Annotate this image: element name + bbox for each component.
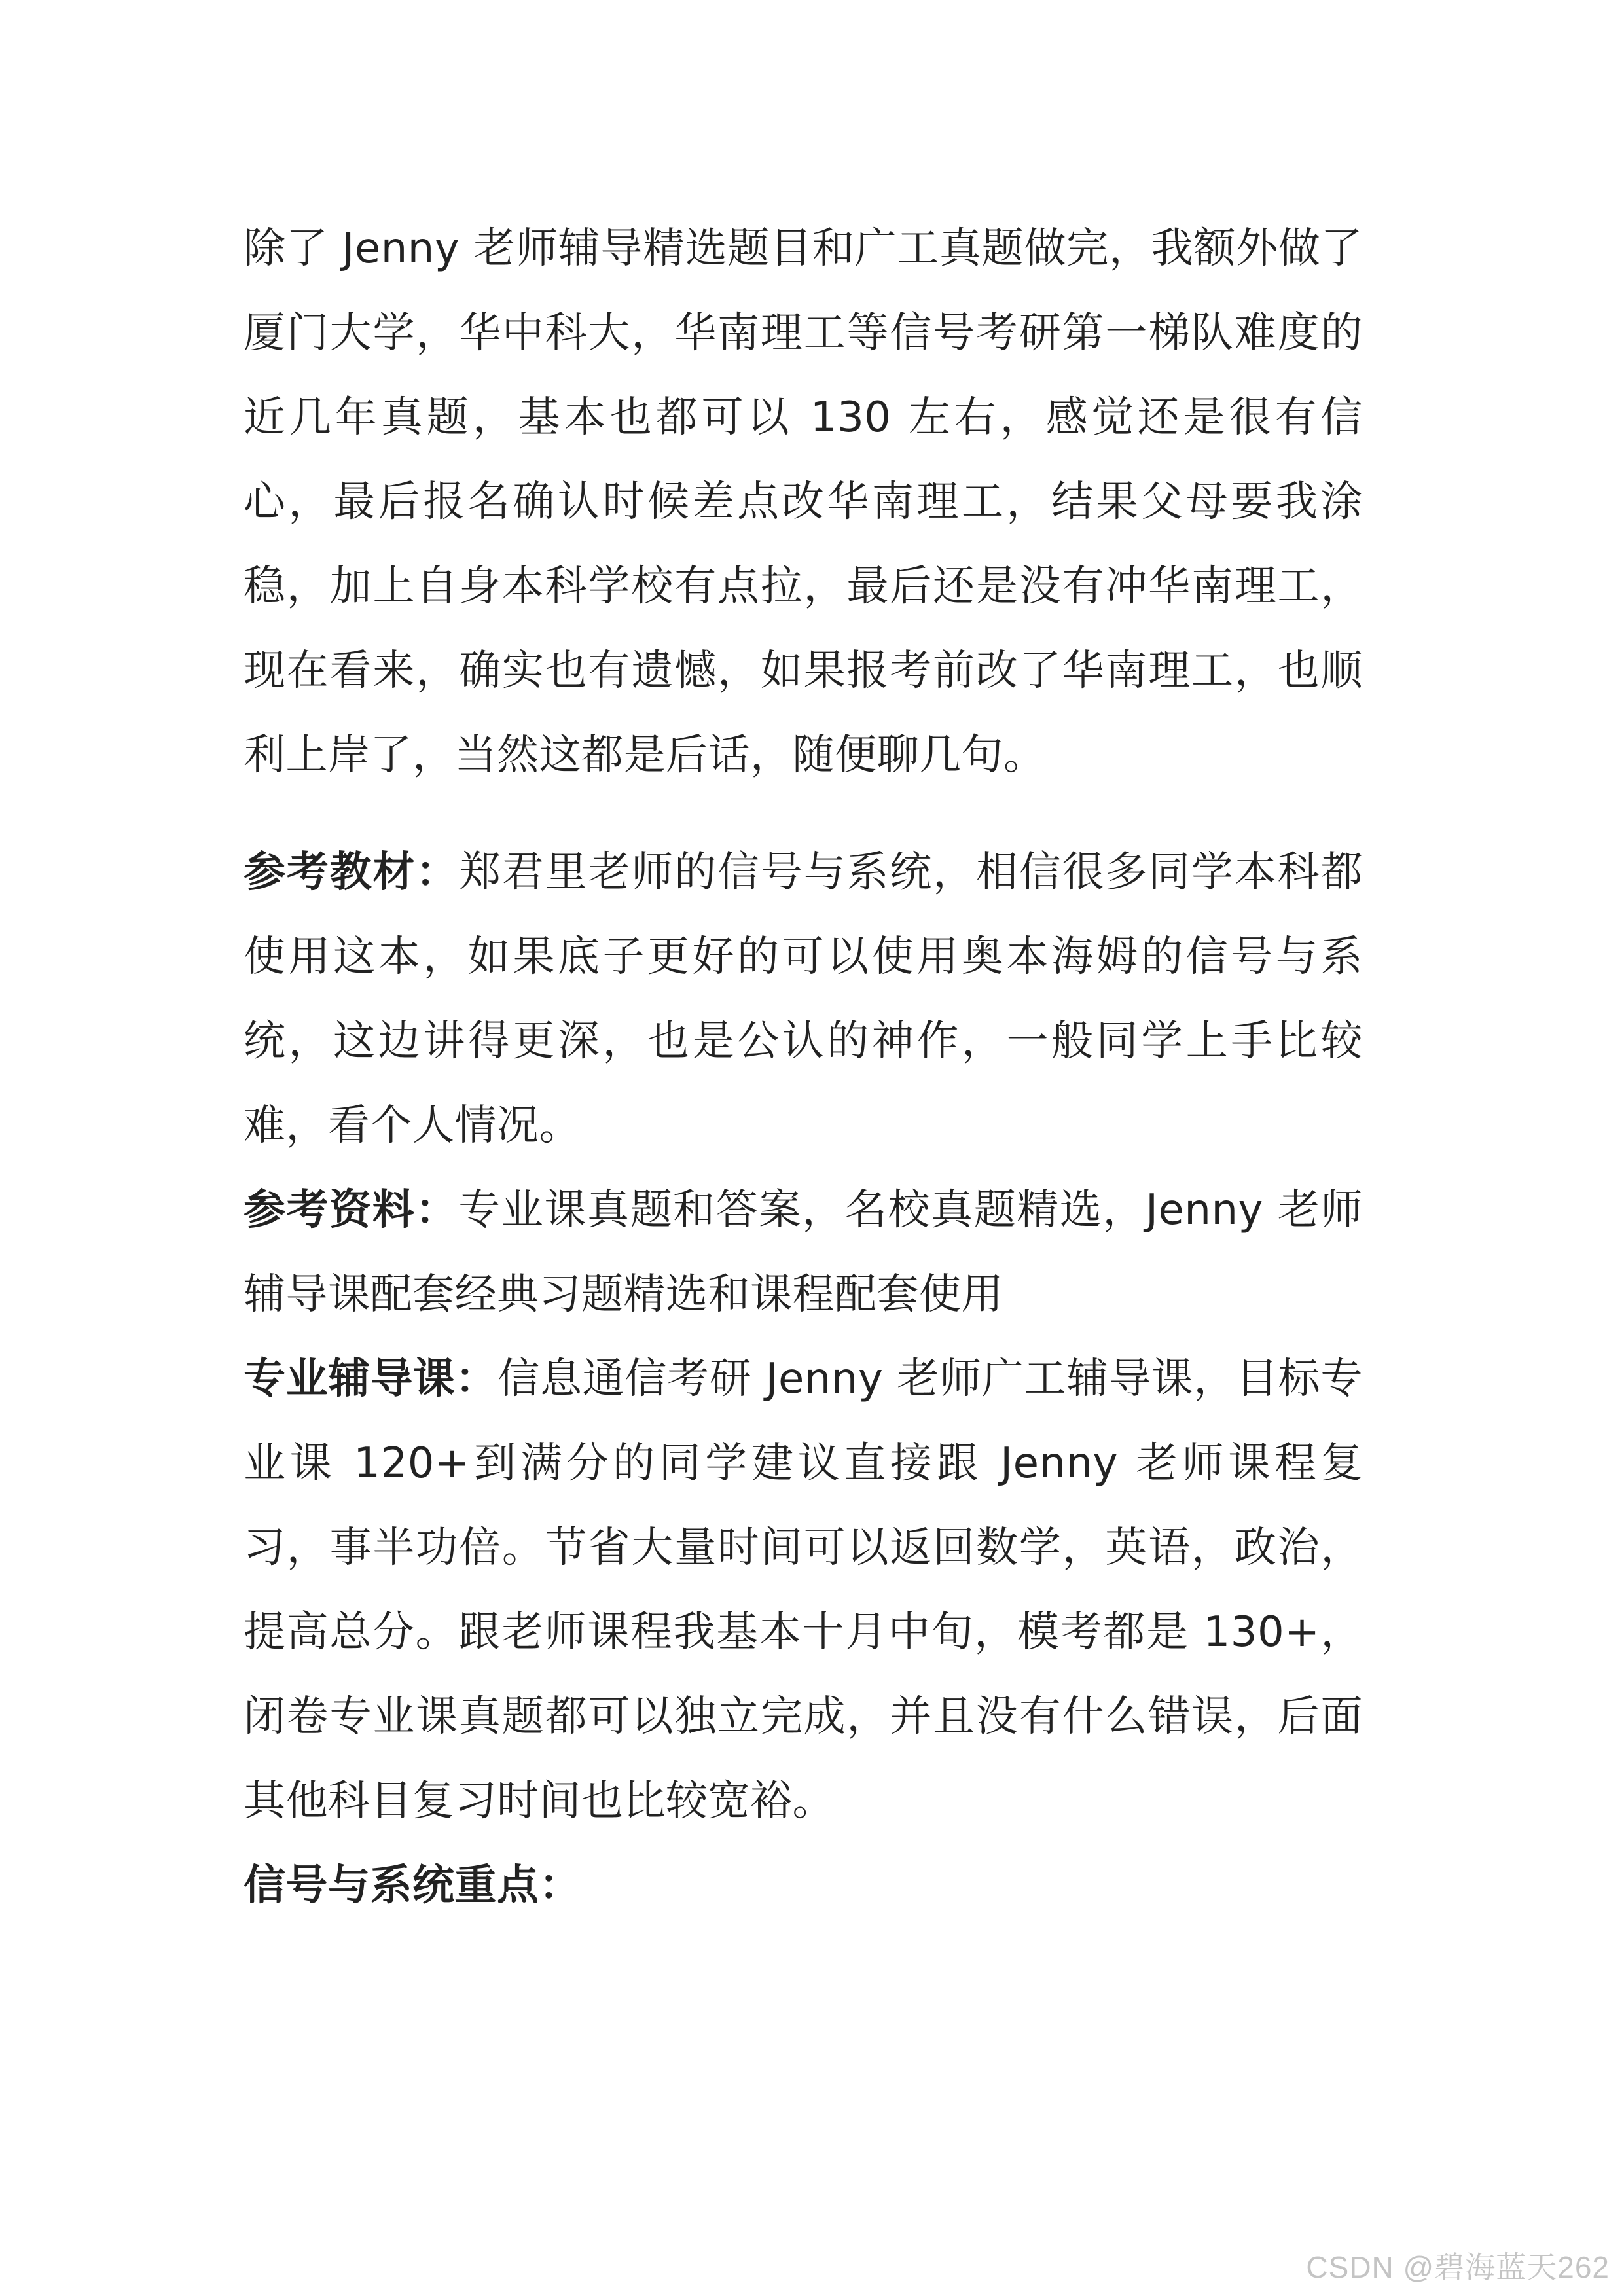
- course-paragraph: [244, 1337, 1363, 1844]
- textbook-text: 郑君里老师的信号与系统，相信很多同学本科都使用这本，如果底子更好的可以使用奥本海姆的信号与系统，这边讲得更深，也是公认的神作，一般同学上手比较难，看个人情况。: [244, 848, 1363, 1150]
- course-text: 信息通信考研 Jenny 老师广工辅导课，目标专业课 120+到满分的同学建议直接跟 Jenny 老师课程复习，事半功倍。节省大量时间可以返回数学，英语，政治，提高总分。跟老师课程我基本十月中旬，模考都是 130+，闭卷专业课真题都可以独立完成，并且没有什么错误，后面其他科目复习时间也比较宽裕。: [244, 1355, 1363, 1825]
- intro-paragraph: 除了 Jenny 老师辅导精选题目和广工真题做完，我额外做了厦门大学，华中科大，华南理工等信号考研第一梯队难度的近几年真题，基本也都可以 130 左右，感觉还是很有信心，最后报名确认时候差点改华南理工，结果父母要我涂稳，加上自身本科学校有点拉，最后还是没有冲华南理工，现在看来，确实也有遗憾，如果报考前改了华南理工，也顺利上岸了，当然这都是后话，随便聊几句。: [244, 224, 1363, 780]
- materials-label: 参考资料：: [244, 1186, 459, 1234]
- materials-text: 专业课真题和答案，名校真题精选，Jenny 老师辅导课配套经典习题精选和课程配套使用: [244, 1186, 1363, 1319]
- document-body: [244, 207, 1363, 1928]
- materials-paragraph: [244, 1168, 1363, 1337]
- csdn-watermark: CSDN @碧海蓝天262: [1306, 2250, 1610, 2284]
- course-label: 专业辅导课：: [244, 1355, 498, 1403]
- textbook-paragraph: [244, 831, 1363, 1168]
- key-points-label: 信号与系统重点：: [244, 1861, 581, 1910]
- textbook-label: 参考教材：: [244, 848, 460, 897]
- key-points-heading: [244, 1844, 1363, 1928]
